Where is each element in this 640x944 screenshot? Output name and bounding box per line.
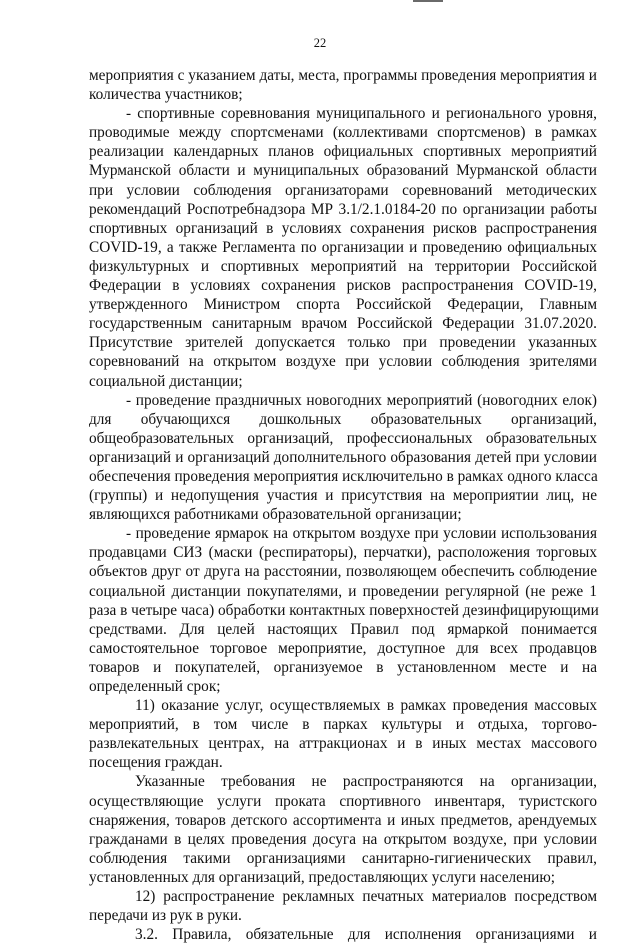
top-edge-mark [413,0,443,2]
text-line: мероприятий, в том числе в парках культуры и отдыха, торгово- [89,716,597,734]
text-line: средствами. Для целей настоящих Правил под ярмаркой понимается [89,620,597,638]
text-line: Присутствие зрителей допускается только при проведении указанных [89,334,597,352]
text-line: определенный срок; [89,678,221,695]
text-line: осуществляющие услуги проката спортивного инвентаря, туристского [89,792,597,810]
text-line: соблюдения такими организациями санитарно-гигиенических правил, [89,849,597,867]
text-line: товаров и покупателей, организуемое в установленном месте и на [89,658,597,676]
text-line: утвержденного Министром спорта Российской Федерации, Главным [89,296,597,314]
document-body [89,66,597,944]
text-line: спортивных организаций в условиях сохранения рисков распространения [89,219,597,237]
text-line: социальной дистанции; [89,372,243,390]
text-line: 11) оказание услуг, осуществляемых в рамках проведения массовых [135,697,597,715]
text-line: соревнований на открытом воздухе при условии соблюдения зрителями [89,353,597,371]
text-line: COVID-19, а также Регламента по организации и проведению официальных [89,238,597,256]
text-line: Мурманской области и муниципальных образований Мурманской области [89,162,597,180]
text-line: 3.2. Правила, обязательные для исполнения организациями и [135,926,597,944]
text-line: мероприятия с указанием даты, места, программы проведения мероприятия и [89,67,597,84]
text-line: установленных для организаций, предоставляющих услуги населению; [89,868,556,886]
text-line: социальной дистанции покупателями, и проведении регулярной (не реже 1 [89,582,597,600]
text-line: - спортивные соревнования муниципального и регионального уровня, [126,105,597,123]
text-line: организаций и организаций дополнительного образования детей при условии [89,448,597,466]
text-line: физкультурных и спортивных мероприятий на территории Российской [89,257,597,275]
text-line: посещения граждан. [89,754,223,772]
text-line: обеспечения проведения мероприятия исключительно в рамках одного класса [89,467,598,485]
text-line: являющихся работниками образовательной организации; [89,506,462,524]
page-number: 22 [313,36,327,50]
text-line: - проведение ярмарок на открытом воздухе при условии использования [126,525,597,543]
text-line: развлекательных центрах, на аттракционах и в иных местах массового [89,735,597,753]
text-line: снаряжения, товаров детского ассортимента и иных предметов, арендуемых [89,811,597,829]
text-line: государственным санитарным врачом Российской Федерации 31.07.2020. [89,315,597,333]
text-line: (группы) и недопущения участия и присутствия на мероприятии лиц, не [89,487,597,505]
text-line: количества участников; [89,86,243,104]
text-line: реализации календарных планов официальных спортивных мероприятий [89,143,597,161]
text-line: Федерации в условиях сохранения рисков распространения COVID-19, [89,277,597,295]
text-line: общеобразовательных организаций, профессиональных образовательных [89,429,597,447]
text-line: передачи из рук в руки. [89,907,242,925]
text-line: - проведение праздничных новогодних мероприятий (новогодних елок) [126,391,597,409]
text-line: рекомендаций Роспотребнадзора МР 3.1/2.1.0184-20 по организации работы [89,200,597,218]
text-line: для обучающихся дошкольных образовательных организаций, [89,410,597,428]
text-line: 12) распространение рекламных печатных материалов посредством [135,888,597,906]
text-line: при условии соблюдения организаторами соревнований методических [89,181,597,199]
text-line: проводимые между спортсменами (коллективами спортсменов) в рамках [89,124,597,142]
text-line: раза в четыре часа) обработки контактных поверхностей дезинфицирующими [89,601,599,619]
text-line: Указанные требования не распространяются на организации, [135,773,597,791]
text-line: самостоятельное торговое мероприятие, доступное для всех продавцов [89,639,597,657]
text-line: гражданами в целях проведения досуга на открытом воздухе, при условии [89,830,597,848]
text-line: объектов друг от друга на расстоянии, позволяющем обеспечить соблюдение [89,563,597,581]
text-line: продавцами СИЗ (маски (респираторы), перчатки), расположения торговых [89,544,597,562]
